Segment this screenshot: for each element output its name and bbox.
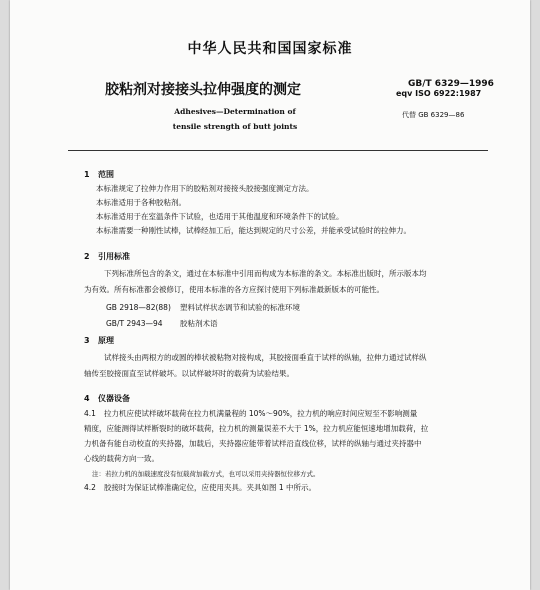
reference-item: [106, 318, 218, 329]
reference-code: GB/T 2943—94: [106, 319, 163, 328]
section-title: 仪器设备: [98, 394, 130, 403]
standard-title-cn: 胶粘剂对接接头拉伸强度的测定: [105, 82, 301, 98]
section-title: 引用标准: [98, 252, 130, 261]
section-title: 范围: [98, 170, 114, 179]
standard-title-en: [160, 104, 310, 134]
clause-line: 精度，应能测得试样断裂时的破坏载荷，拉力机的测量误差不大于 1%，拉力机应能恒速地增加载荷，拉: [84, 424, 429, 433]
section-2-heading: [84, 251, 130, 262]
reference-item: [106, 302, 300, 313]
title-en-line: tensile strength of butt joints: [172, 122, 298, 131]
section-4-heading: [84, 393, 130, 404]
section-3-body: [84, 350, 496, 382]
title-en-line: Adhesives—Determination of: [174, 107, 296, 116]
paragraph-line: 为有效。所有标准都会被修订，使用本标准的各方应探讨使用下列标准最新版本的可能性。: [84, 285, 384, 294]
scope-line: 本标准适用于在室温条件下试验，也适用于其他温度和环境条件下的试验。: [96, 212, 344, 221]
section-1-heading: [84, 169, 114, 180]
section-number: 1: [84, 170, 90, 179]
clause-4-1: [84, 406, 498, 466]
clause-text: 胶接时为保证试棒准确定位，应使用夹具。夹具如图 1 中所示。: [104, 483, 317, 492]
reference-title: 胶粘剂术语: [180, 319, 218, 328]
clause-line: 力机备有能自动校直的夹持器，加载后，夹持器应能带着试样沿直线位移，试样的纵轴与通过夹持器中: [84, 439, 422, 448]
replaces-note: 代替 GB 6329—86: [402, 111, 465, 119]
clause-line: 心线的载荷方向一致。: [84, 454, 159, 463]
scope-line: 本标准规定了拉伸力作用下的胶粘剂对接接头胶接强度测定方法。: [96, 184, 314, 193]
paragraph-line: 下列标准所包含的条文，通过在本标准中引用而构成为本标准的条文。本标准出版时，所示版本均: [104, 269, 427, 278]
clause-text: 拉力机应使试样破坏载荷在拉力机满量程的 10%～90%，拉力机的响应时间应短至不影响测量: [104, 409, 418, 418]
scope-line: 本标准需要一种刚性试棒，试棒经加工后，能达到规定的尺寸公差，并能承受试验时的拉伸力。: [96, 226, 411, 235]
section-number: 4: [84, 394, 90, 403]
national-standard-banner: 中华人民共和国国家标准: [187, 41, 353, 57]
clause-number: 4.2: [84, 483, 96, 492]
document-page: [10, 0, 530, 590]
section-3-heading: [84, 335, 114, 346]
section-number: 2: [84, 252, 90, 261]
section-1-body: [96, 182, 496, 238]
clause-line: [84, 480, 498, 495]
clause-line: [84, 406, 498, 421]
paragraph-line: 试样接头由两根方的或圆的棒状被粘物对接构成，其胶接面垂直于试样的纵轴，拉伸力通过试样纵: [104, 353, 427, 362]
reference-code: GB 2918—82(88): [106, 303, 171, 312]
section-number: 3: [84, 336, 90, 345]
standard-equivalence: eqv ISO 6922:1987: [396, 89, 482, 98]
paragraph-line: 轴传至胶接面直至试样破坏。以试样破坏时的载荷为试验结果。: [84, 369, 294, 378]
clause-note: 注：若拉力机的加载速度没有恒载荷加载方式，也可以采用夹持器恒位移方式。: [92, 470, 320, 478]
clause-4-2: [84, 480, 498, 495]
header-divider: [68, 150, 488, 151]
standard-code: GB/T 6329—1996: [408, 79, 494, 89]
reference-title: 塑料试样状态调节和试验的标准环境: [180, 303, 300, 312]
scope-line: 本标准适用于各种胶粘剂。: [96, 198, 186, 207]
section-title: 原理: [98, 336, 114, 345]
clause-number: 4.1: [84, 409, 96, 418]
section-2-body: [84, 266, 496, 298]
